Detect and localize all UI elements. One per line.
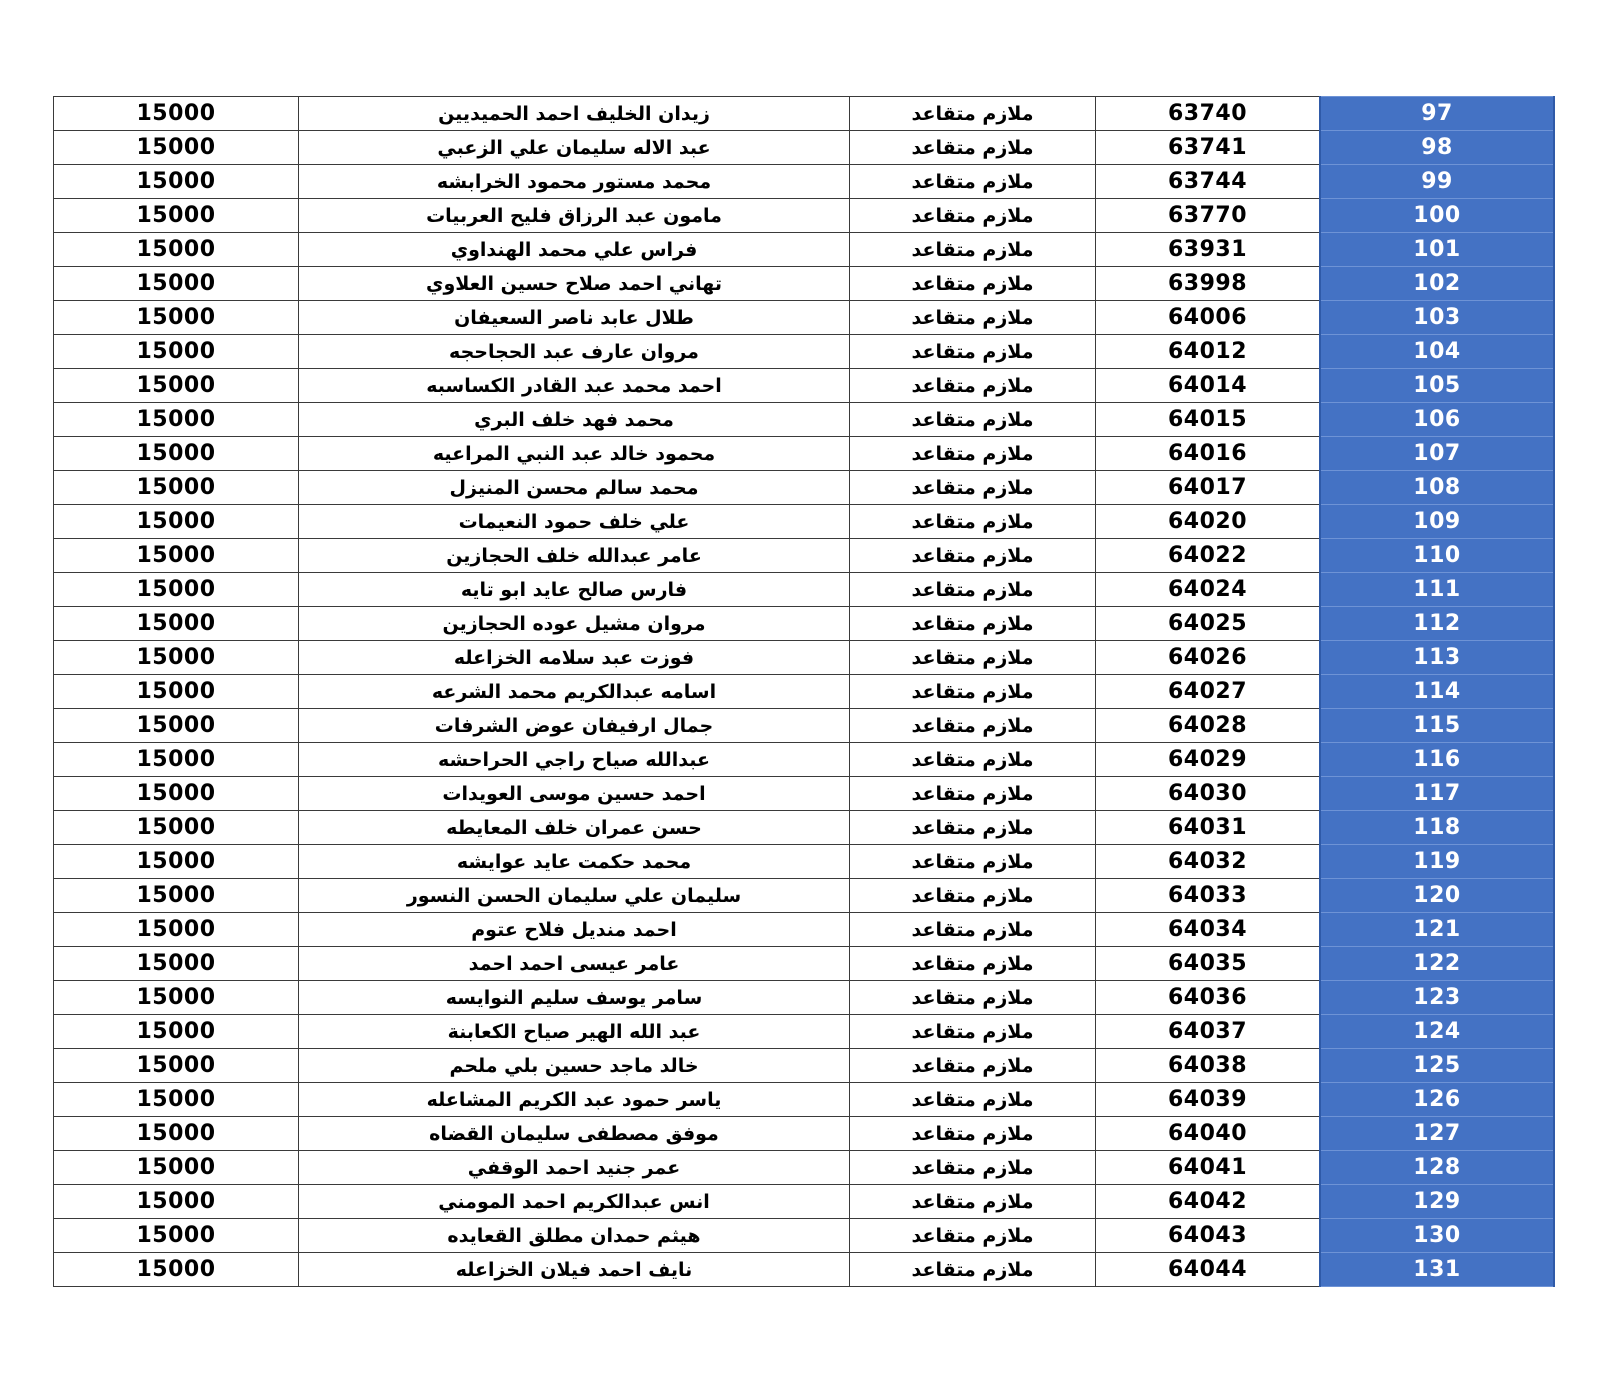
name-cell: عامر عيسى احمد احمد [299, 947, 850, 981]
id-number-cell: 64012 [1096, 335, 1321, 369]
amount-cell: 15000 [54, 505, 299, 539]
sequence-number-cell: 131 [1320, 1253, 1554, 1287]
amount-cell: 15000 [54, 913, 299, 947]
id-number-cell: 63998 [1096, 267, 1321, 301]
table-row [54, 403, 1555, 437]
table-row [54, 335, 1555, 369]
id-number-cell: 63931 [1096, 233, 1321, 267]
amount-cell: 15000 [54, 811, 299, 845]
amount-cell: 15000 [54, 199, 299, 233]
amount-cell: 15000 [54, 403, 299, 437]
rank-cell: ملازم متقاعد [850, 539, 1096, 573]
rank-cell: ملازم متقاعد [850, 233, 1096, 267]
rank-cell: ملازم متقاعد [850, 505, 1096, 539]
rank-cell: ملازم متقاعد [850, 947, 1096, 981]
table-row [54, 675, 1555, 709]
amount-cell: 15000 [54, 573, 299, 607]
table-row [54, 743, 1555, 777]
sequence-number-cell: 108 [1320, 471, 1554, 505]
name-cell: فراس علي محمد الهنداوي [299, 233, 850, 267]
name-cell: محمد فهد خلف البري [299, 403, 850, 437]
table-row [54, 777, 1555, 811]
name-cell: جمال ارفيفان عوض الشرفات [299, 709, 850, 743]
name-cell: سليمان علي سليمان الحسن النسور [299, 879, 850, 913]
sequence-number-cell: 98 [1320, 131, 1554, 165]
sequence-number-cell: 127 [1320, 1117, 1554, 1151]
id-number-cell: 64030 [1096, 777, 1321, 811]
sequence-number-cell: 112 [1320, 607, 1554, 641]
table-row [54, 1117, 1555, 1151]
amount-cell: 15000 [54, 1151, 299, 1185]
sequence-number-cell: 105 [1320, 369, 1554, 403]
table-row [54, 1185, 1555, 1219]
amount-cell: 15000 [54, 1219, 299, 1253]
amount-cell: 15000 [54, 1083, 299, 1117]
amount-cell: 15000 [54, 1253, 299, 1287]
id-number-cell: 64043 [1096, 1219, 1321, 1253]
amount-cell: 15000 [54, 743, 299, 777]
rank-cell: ملازم متقاعد [850, 97, 1096, 131]
name-cell: مروان عارف عبد الحجاحجه [299, 335, 850, 369]
id-number-cell: 64028 [1096, 709, 1321, 743]
amount-cell: 15000 [54, 947, 299, 981]
amount-cell: 15000 [54, 437, 299, 471]
rank-cell: ملازم متقاعد [850, 1015, 1096, 1049]
sequence-number-cell: 122 [1320, 947, 1554, 981]
sequence-number-cell: 111 [1320, 573, 1554, 607]
rank-cell: ملازم متقاعد [850, 131, 1096, 165]
name-cell: فارس صالح عايد ابو تايه [299, 573, 850, 607]
table-row [54, 471, 1555, 505]
id-number-cell: 64039 [1096, 1083, 1321, 1117]
rank-cell: ملازم متقاعد [850, 335, 1096, 369]
sequence-number-cell: 109 [1320, 505, 1554, 539]
sequence-number-cell: 104 [1320, 335, 1554, 369]
table-row [54, 1151, 1555, 1185]
name-cell: محمد مستور محمود الخرابشه [299, 165, 850, 199]
amount-cell: 15000 [54, 777, 299, 811]
amount-cell: 15000 [54, 607, 299, 641]
rank-cell: ملازم متقاعد [850, 403, 1096, 437]
sequence-number-cell: 130 [1320, 1219, 1554, 1253]
amount-cell: 15000 [54, 709, 299, 743]
amount-cell: 15000 [54, 471, 299, 505]
table-row [54, 437, 1555, 471]
table-row [54, 97, 1555, 131]
sequence-number-cell: 120 [1320, 879, 1554, 913]
id-number-cell: 63740 [1096, 97, 1321, 131]
rank-cell: ملازم متقاعد [850, 1219, 1096, 1253]
id-number-cell: 63744 [1096, 165, 1321, 199]
name-cell: احمد محمد عبد القادر الكساسبه [299, 369, 850, 403]
id-number-cell: 64033 [1096, 879, 1321, 913]
amount-cell: 15000 [54, 97, 299, 131]
sequence-number-cell: 125 [1320, 1049, 1554, 1083]
amount-cell: 15000 [54, 981, 299, 1015]
rank-cell: ملازم متقاعد [850, 1185, 1096, 1219]
name-cell: زيدان الخليف احمد الحميديين [299, 97, 850, 131]
table-row [54, 369, 1555, 403]
amount-cell: 15000 [54, 1117, 299, 1151]
id-number-cell: 64015 [1096, 403, 1321, 437]
sequence-number-cell: 118 [1320, 811, 1554, 845]
name-cell: سامر يوسف سليم النوايسه [299, 981, 850, 1015]
rank-cell: ملازم متقاعد [850, 199, 1096, 233]
id-number-cell: 64036 [1096, 981, 1321, 1015]
rank-cell: ملازم متقاعد [850, 879, 1096, 913]
amount-cell: 15000 [54, 335, 299, 369]
sequence-number-cell: 119 [1320, 845, 1554, 879]
amount-cell: 15000 [54, 165, 299, 199]
sequence-number-cell: 116 [1320, 743, 1554, 777]
name-cell: عبد الاله سليمان علي الزعبي [299, 131, 850, 165]
table-row [54, 573, 1555, 607]
name-cell: تهاني احمد صلاح حسين العلاوي [299, 267, 850, 301]
table-row [54, 845, 1555, 879]
name-cell: محمود خالد عبد النبي المراعيه [299, 437, 850, 471]
table-row [54, 233, 1555, 267]
id-number-cell: 64032 [1096, 845, 1321, 879]
rank-cell: ملازم متقاعد [850, 573, 1096, 607]
id-number-cell: 64040 [1096, 1117, 1321, 1151]
name-cell: محمد سالم محسن المنيزل [299, 471, 850, 505]
name-cell: انس عبدالكريم احمد المومني [299, 1185, 850, 1219]
table-row [54, 301, 1555, 335]
id-number-cell: 64042 [1096, 1185, 1321, 1219]
table-row [54, 505, 1555, 539]
table-row [54, 1015, 1555, 1049]
amount-cell: 15000 [54, 301, 299, 335]
id-number-cell: 64026 [1096, 641, 1321, 675]
name-cell: احمد منديل فلاح عتوم [299, 913, 850, 947]
sequence-number-cell: 110 [1320, 539, 1554, 573]
table-row [54, 1049, 1555, 1083]
id-number-cell: 64020 [1096, 505, 1321, 539]
table-row [54, 709, 1555, 743]
sequence-number-cell: 101 [1320, 233, 1554, 267]
name-cell: محمد حكمت عايد عوايشه [299, 845, 850, 879]
table-row [54, 947, 1555, 981]
table-row [54, 607, 1555, 641]
id-number-cell: 64024 [1096, 573, 1321, 607]
name-cell: علي خلف حمود النعيمات [299, 505, 850, 539]
amount-cell: 15000 [54, 1185, 299, 1219]
table-body [54, 97, 1555, 1287]
id-number-cell: 64041 [1096, 1151, 1321, 1185]
name-cell: موفق مصطفى سليمان القضاه [299, 1117, 850, 1151]
name-cell: نايف احمد فيلان الخزاعله [299, 1253, 850, 1287]
id-number-cell: 64017 [1096, 471, 1321, 505]
rank-cell: ملازم متقاعد [850, 1049, 1096, 1083]
id-number-cell: 63770 [1096, 199, 1321, 233]
id-number-cell: 64022 [1096, 539, 1321, 573]
id-number-cell: 64031 [1096, 811, 1321, 845]
id-number-cell: 64037 [1096, 1015, 1321, 1049]
sequence-number-cell: 113 [1320, 641, 1554, 675]
id-number-cell: 64038 [1096, 1049, 1321, 1083]
table-row [54, 913, 1555, 947]
id-number-cell: 64006 [1096, 301, 1321, 335]
id-number-cell: 64027 [1096, 675, 1321, 709]
id-number-cell: 64029 [1096, 743, 1321, 777]
amount-cell: 15000 [54, 1015, 299, 1049]
sequence-number-cell: 97 [1320, 97, 1554, 131]
rank-cell: ملازم متقاعد [850, 301, 1096, 335]
name-cell: حسن عمران خلف المعايطه [299, 811, 850, 845]
amount-cell: 15000 [54, 879, 299, 913]
table-row [54, 267, 1555, 301]
sequence-number-cell: 123 [1320, 981, 1554, 1015]
amount-cell: 15000 [54, 641, 299, 675]
table-row [54, 131, 1555, 165]
rank-cell: ملازم متقاعد [850, 267, 1096, 301]
sequence-number-cell: 102 [1320, 267, 1554, 301]
amount-cell: 15000 [54, 1049, 299, 1083]
rank-cell: ملازم متقاعد [850, 845, 1096, 879]
amount-cell: 15000 [54, 233, 299, 267]
rank-cell: ملازم متقاعد [850, 913, 1096, 947]
rank-cell: ملازم متقاعد [850, 709, 1096, 743]
id-number-cell: 64035 [1096, 947, 1321, 981]
name-cell: عامر عبدالله خلف الحجازين [299, 539, 850, 573]
amount-cell: 15000 [54, 539, 299, 573]
rank-cell: ملازم متقاعد [850, 471, 1096, 505]
rank-cell: ملازم متقاعد [850, 437, 1096, 471]
table-row [54, 165, 1555, 199]
name-cell: احمد حسين موسى العويدات [299, 777, 850, 811]
sequence-number-cell: 106 [1320, 403, 1554, 437]
sequence-number-cell: 107 [1320, 437, 1554, 471]
id-number-cell: 64044 [1096, 1253, 1321, 1287]
rank-cell: ملازم متقاعد [850, 743, 1096, 777]
table-row [54, 981, 1555, 1015]
amount-cell: 15000 [54, 267, 299, 301]
amount-cell: 15000 [54, 369, 299, 403]
id-number-cell: 64034 [1096, 913, 1321, 947]
rank-cell: ملازم متقاعد [850, 777, 1096, 811]
rank-cell: ملازم متقاعد [850, 811, 1096, 845]
sequence-number-cell: 117 [1320, 777, 1554, 811]
sequence-number-cell: 124 [1320, 1015, 1554, 1049]
name-cell: عبد الله الهير صياح الكعابنة [299, 1015, 850, 1049]
id-number-cell: 64016 [1096, 437, 1321, 471]
rank-cell: ملازم متقاعد [850, 607, 1096, 641]
name-cell: فوزت عبد سلامه الخزاعله [299, 641, 850, 675]
name-cell: عبدالله صياح راجي الحراحشه [299, 743, 850, 777]
table-row [54, 641, 1555, 675]
sequence-number-cell: 103 [1320, 301, 1554, 335]
amount-cell: 15000 [54, 675, 299, 709]
id-number-cell: 63741 [1096, 131, 1321, 165]
rank-cell: ملازم متقاعد [850, 1117, 1096, 1151]
sequence-number-cell: 99 [1320, 165, 1554, 199]
rank-cell: ملازم متقاعد [850, 165, 1096, 199]
sequence-number-cell: 100 [1320, 199, 1554, 233]
name-cell: خالد ماجد حسين بلي ملحم [299, 1049, 850, 1083]
name-cell: ياسر حمود عبد الكريم المشاعله [299, 1083, 850, 1117]
rank-cell: ملازم متقاعد [850, 1151, 1096, 1185]
table-row [54, 539, 1555, 573]
table-row [54, 811, 1555, 845]
name-cell: اسامه عبدالكريم محمد الشرعه [299, 675, 850, 709]
table-row [54, 1253, 1555, 1287]
rank-cell: ملازم متقاعد [850, 369, 1096, 403]
sequence-number-cell: 121 [1320, 913, 1554, 947]
rank-cell: ملازم متقاعد [850, 1253, 1096, 1287]
table-row [54, 1219, 1555, 1253]
name-cell: طلال عابد ناصر السعيفان [299, 301, 850, 335]
sequence-number-cell: 126 [1320, 1083, 1554, 1117]
name-cell: مامون عبد الرزاق فليح العربيات [299, 199, 850, 233]
table-row [54, 199, 1555, 233]
table-row [54, 1083, 1555, 1117]
rank-cell: ملازم متقاعد [850, 981, 1096, 1015]
name-cell: هيثم حمدان مطلق القعايده [299, 1219, 850, 1253]
table-row [54, 879, 1555, 913]
rank-cell: ملازم متقاعد [850, 641, 1096, 675]
sequence-number-cell: 128 [1320, 1151, 1554, 1185]
sequence-number-cell: 129 [1320, 1185, 1554, 1219]
amount-cell: 15000 [54, 845, 299, 879]
rank-cell: ملازم متقاعد [850, 675, 1096, 709]
name-cell: عمر جنيد احمد الوقفي [299, 1151, 850, 1185]
beneficiaries-table [53, 96, 1555, 1287]
id-number-cell: 64014 [1096, 369, 1321, 403]
rank-cell: ملازم متقاعد [850, 1083, 1096, 1117]
name-cell: مروان مشيل عوده الحجازين [299, 607, 850, 641]
sequence-number-cell: 115 [1320, 709, 1554, 743]
sequence-number-cell: 114 [1320, 675, 1554, 709]
id-number-cell: 64025 [1096, 607, 1321, 641]
amount-cell: 15000 [54, 131, 299, 165]
